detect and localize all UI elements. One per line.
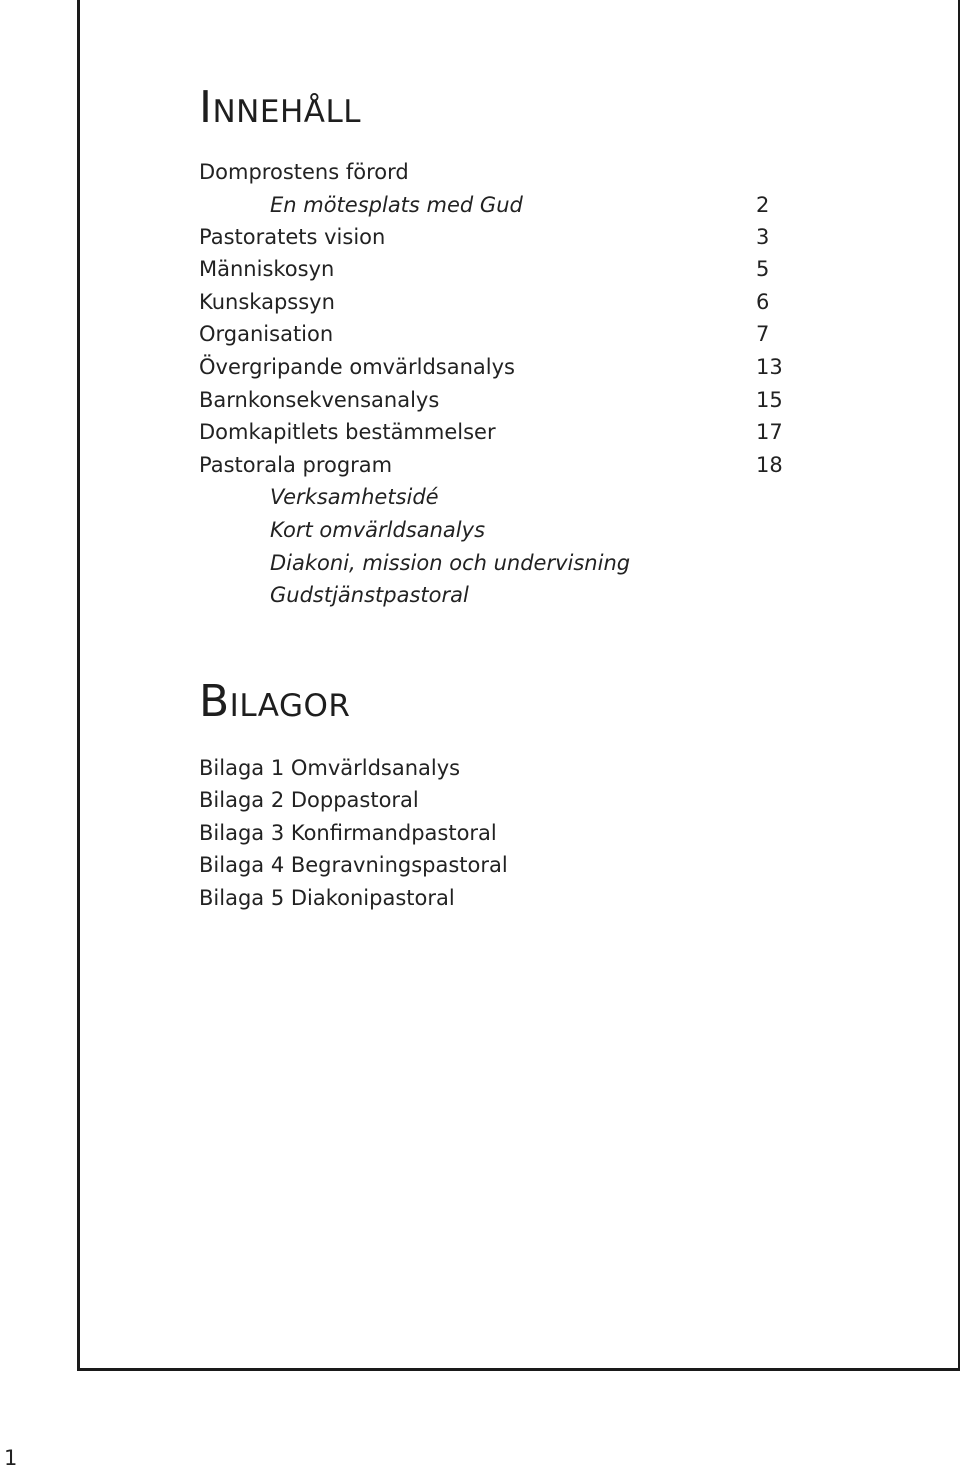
toc-entry-title: Gudstjänstpastoral — [270, 583, 469, 607]
toc-entry — [199, 351, 799, 383]
appendix-title: Bilaga 5 Diakonipastoral — [199, 886, 455, 910]
toc-entry — [199, 286, 799, 318]
appendix-entry — [199, 784, 799, 816]
toc-entry-page: 17 — [756, 420, 783, 444]
toc-entry-title: Övergripande omvärldsanalys — [199, 355, 515, 379]
contents-heading: Innehåll — [199, 82, 362, 133]
toc-subentry — [199, 547, 799, 579]
appendix-entry — [199, 882, 799, 914]
appendix-title: Bilaga 2 Doppastoral — [199, 788, 419, 812]
toc-entry-title: Kort omvärldsanalys — [270, 518, 486, 542]
toc-entry-page: 18 — [756, 453, 783, 477]
toc-entry-title: Verksamhetsidé — [270, 485, 439, 509]
toc-entry-page: 13 — [756, 355, 783, 379]
appendix-title: Bilaga 1 Omvärldsanalys — [199, 756, 461, 780]
toc-subentry — [199, 579, 799, 611]
toc-entry — [199, 156, 799, 188]
appendix-title: Bilaga 4 Begravningspastoral — [199, 853, 508, 877]
toc-entry-page: 5 — [756, 257, 770, 281]
toc-entry-title: Kunskapssyn — [199, 290, 335, 314]
appendix-entry — [199, 752, 799, 784]
toc-entry-title: En mötesplats med Gud — [270, 193, 523, 217]
toc-entry — [199, 318, 799, 350]
toc-entry-title: Barnkonsekvensanalys — [199, 388, 440, 412]
toc-entry-page: 3 — [756, 225, 770, 249]
toc-entry-page: 2 — [756, 193, 770, 217]
appendix-entry — [199, 817, 799, 849]
toc-entry-title: Pastoratets vision — [199, 225, 386, 249]
appendices-heading: Bilagor — [199, 676, 351, 727]
toc-entry-page: 7 — [756, 322, 770, 346]
toc-subentry — [199, 189, 799, 221]
appendix-title: Bilaga 3 Konfirmandpastoral — [199, 821, 497, 845]
appendix-entry — [199, 849, 799, 881]
toc-entry — [199, 253, 799, 285]
toc-entry-page: 15 — [756, 388, 783, 412]
toc-entry — [199, 416, 799, 448]
toc-entry — [199, 221, 799, 253]
toc-entry-title: Människosyn — [199, 257, 335, 281]
toc-subentry — [199, 481, 799, 513]
page-number: 1 — [4, 1446, 18, 1470]
toc-entry-title: Pastorala program — [199, 453, 393, 477]
toc-entry-page: 6 — [756, 290, 770, 314]
toc-entry — [199, 449, 799, 481]
toc-entry-title: Organisation — [199, 322, 334, 346]
toc-entry-title: Domprostens förord — [199, 160, 409, 184]
toc-entry — [199, 384, 799, 416]
toc-entry-title: Domkapitlets bestämmelser — [199, 420, 496, 444]
toc-entry-title: Diakoni, mission och undervisning — [270, 551, 631, 575]
toc-subentry — [199, 514, 799, 546]
